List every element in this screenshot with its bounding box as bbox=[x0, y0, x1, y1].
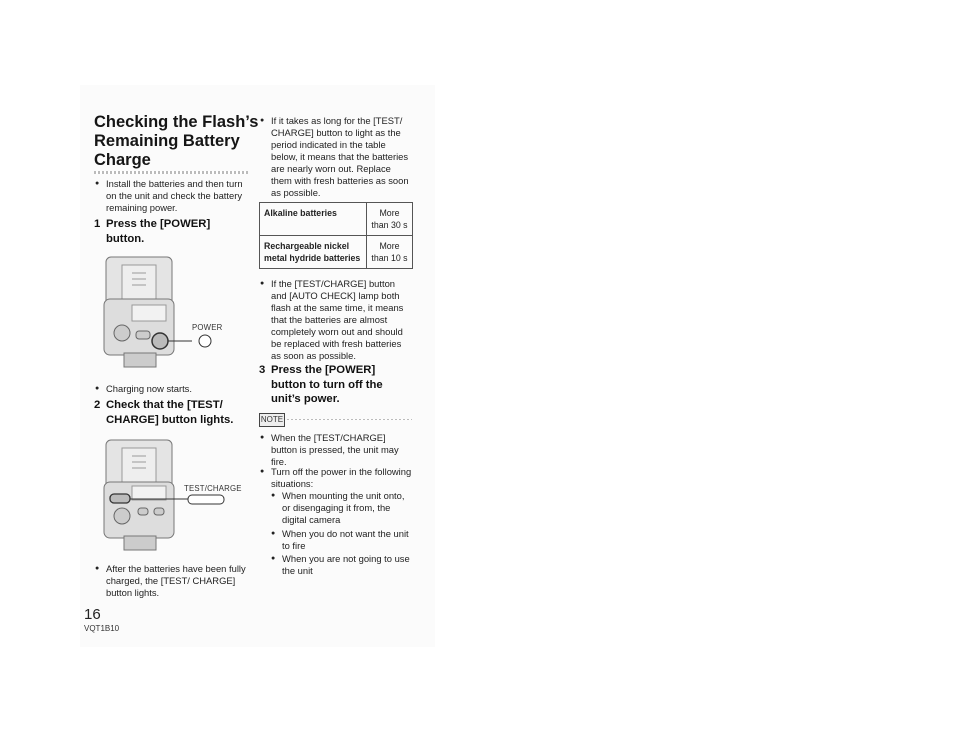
after-charge-bullet: ● After the batteries have been fully charged, the [TEST/ CHARGE] button lights. bbox=[106, 563, 246, 599]
long-charge-bullet: ● If it takes as long for the [TEST/ CHARGE] button to light as the period indicated in the table below, it means that the batteries are nearly worn out. Replace them with fresh batteries as soon as possible. bbox=[271, 115, 413, 199]
flash-unit-testcharge-illustration bbox=[100, 438, 245, 556]
note-icon: NOTE bbox=[259, 413, 285, 427]
step-1-text: Press the [POWER] button. bbox=[106, 218, 211, 245]
step-3 bbox=[259, 363, 413, 407]
page-title: Checking the Flash’s Remaining Battery Charge bbox=[94, 113, 259, 169]
step-3-text: Press the [POWER] button to turn off the unit’s power. bbox=[271, 364, 383, 405]
step-1 bbox=[94, 217, 241, 246]
intro-bullet: ● Install the batteries and then turn on the unit and check the battery remaining power. bbox=[106, 178, 246, 214]
step-1-number: 1 bbox=[94, 218, 101, 230]
note-divider bbox=[287, 419, 412, 420]
battery-table bbox=[259, 202, 413, 269]
sub-bullet-not-using: ● When you are not going to use the unit bbox=[282, 553, 413, 577]
battery-type-cell: Alkaline batteries bbox=[260, 203, 367, 236]
step-3-number: 3 bbox=[259, 364, 266, 376]
power-label: POWER bbox=[192, 323, 223, 332]
time-cell: More than 10 s bbox=[367, 236, 413, 269]
flash-unit-power-illustration bbox=[100, 255, 225, 373]
title-divider bbox=[94, 171, 248, 174]
table-row bbox=[260, 203, 413, 236]
time-cell: More than 30 s bbox=[367, 203, 413, 236]
step-2 bbox=[94, 398, 246, 427]
step-2-text: Check that the [TEST/ CHARGE] button lights. bbox=[106, 399, 234, 426]
charging-bullet: ● Charging now starts. bbox=[106, 383, 246, 395]
note-bullet-fire: ● When the [TEST/CHARGE] button is pressed, the unit may fire. bbox=[271, 432, 413, 468]
note-bullet-power-off: ● Turn off the power in the following situations: bbox=[271, 466, 413, 490]
flash-warning-bullet: ● If the [TEST/CHARGE] button and [AUTO CHECK] lamp both flash at the same time, it means that the batteries are almost completely worn out and should be replaced with fresh batteries as soon as possible. bbox=[271, 278, 413, 362]
sub-bullet-no-fire: ● When you do not want the unit to fire bbox=[282, 528, 413, 552]
document-code: VQT1B10 bbox=[84, 624, 120, 633]
page-number: 16 bbox=[84, 606, 101, 623]
sub-bullet-mounting: ● When mounting the unit onto, or disengaging it from, the digital camera bbox=[282, 490, 413, 526]
testcharge-label: TEST/CHARGE bbox=[184, 484, 242, 493]
step-2-number: 2 bbox=[94, 399, 101, 411]
battery-type-cell: Rechargeable nickel metal hydride batteries bbox=[260, 236, 367, 269]
table-row bbox=[260, 236, 413, 269]
